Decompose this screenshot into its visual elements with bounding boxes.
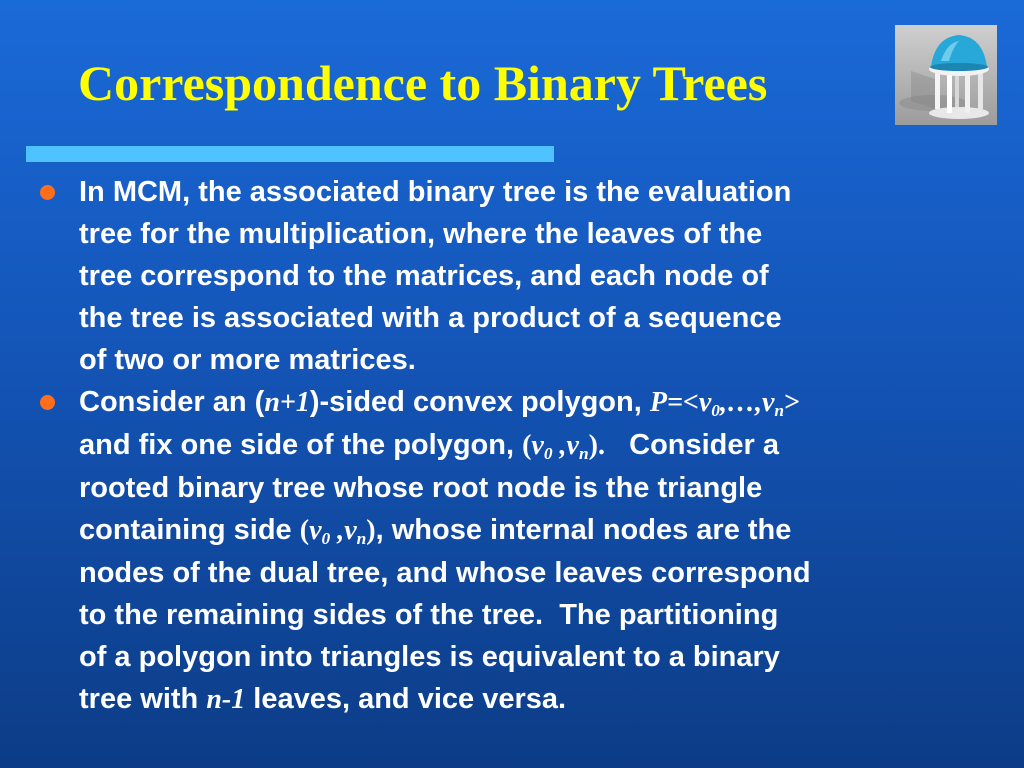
title-underline-bar xyxy=(26,146,554,162)
math-side-v0-vn xyxy=(299,515,376,549)
text-line: tree correspond to the matrices, and each node of xyxy=(79,260,769,292)
math-part: ,v xyxy=(330,515,357,546)
text-line: rooted binary tree whose root node is the triangle xyxy=(79,472,763,504)
old-well-gazebo-icon xyxy=(895,25,997,125)
text-span: Consider a xyxy=(604,429,779,461)
math-part: ) xyxy=(366,515,376,546)
math-n-plus-1: n+1 xyxy=(264,387,310,418)
bullet-item-polygon xyxy=(0,381,1024,721)
bullet-dot-icon xyxy=(40,185,55,200)
text-line: nodes of the dual tree, and whose leaves correspond xyxy=(79,557,811,589)
text-span: , whose internal nodes are the xyxy=(375,514,792,546)
text-line: to the remaining sides of the tree. The partitioning xyxy=(79,599,779,631)
math-n-minus-1: n-1 xyxy=(206,684,246,715)
math-subscript: 0 xyxy=(711,401,720,421)
text-span: tree with xyxy=(79,683,207,715)
math-part: P=<v xyxy=(649,387,712,418)
math-part: ). xyxy=(588,430,605,461)
text-line xyxy=(79,509,1014,552)
text-line: the tree is associated with a product of a sequence xyxy=(79,302,782,334)
math-part: ,v xyxy=(552,430,579,461)
text-line xyxy=(79,678,1014,721)
math-subscript: n xyxy=(356,529,367,549)
slide-title: Correspondence to Binary Trees xyxy=(78,55,768,111)
text-line: of a polygon into triangles is equivalent to a binary xyxy=(79,641,780,673)
text-span: containing side xyxy=(79,514,300,546)
math-part: ( xyxy=(299,515,310,546)
text-line xyxy=(79,424,1014,467)
math-subscript: 0 xyxy=(321,529,331,549)
bullet-list xyxy=(0,171,1024,721)
math-subscript: n xyxy=(774,401,785,421)
text-span: leaves, and vice versa. xyxy=(245,683,567,715)
math-subscript: n xyxy=(578,444,589,464)
math-polygon-p xyxy=(649,387,801,421)
text-span: Consider an ( xyxy=(79,386,265,418)
text-line: In MCM, the associated binary tree is the evaluation xyxy=(79,176,792,208)
math-part: v xyxy=(531,430,544,461)
text-span: and fix one side of the polygon, xyxy=(79,429,523,461)
math-part: > xyxy=(784,387,801,418)
text-line: of two or more matrices. xyxy=(79,344,416,376)
bullet-dot-icon xyxy=(40,395,55,410)
bullet-item-mcm xyxy=(0,171,1024,381)
text-line xyxy=(79,381,1014,424)
math-part: v xyxy=(309,515,322,546)
math-part: ( xyxy=(522,430,532,461)
text-span: )-sided convex polygon, xyxy=(309,386,650,418)
math-part: ,…,v xyxy=(719,387,775,418)
math-subscript: 0 xyxy=(543,444,553,464)
text-line: tree for the multiplication, where the leaves of the xyxy=(79,218,763,250)
math-side-v0-vn xyxy=(522,430,605,464)
